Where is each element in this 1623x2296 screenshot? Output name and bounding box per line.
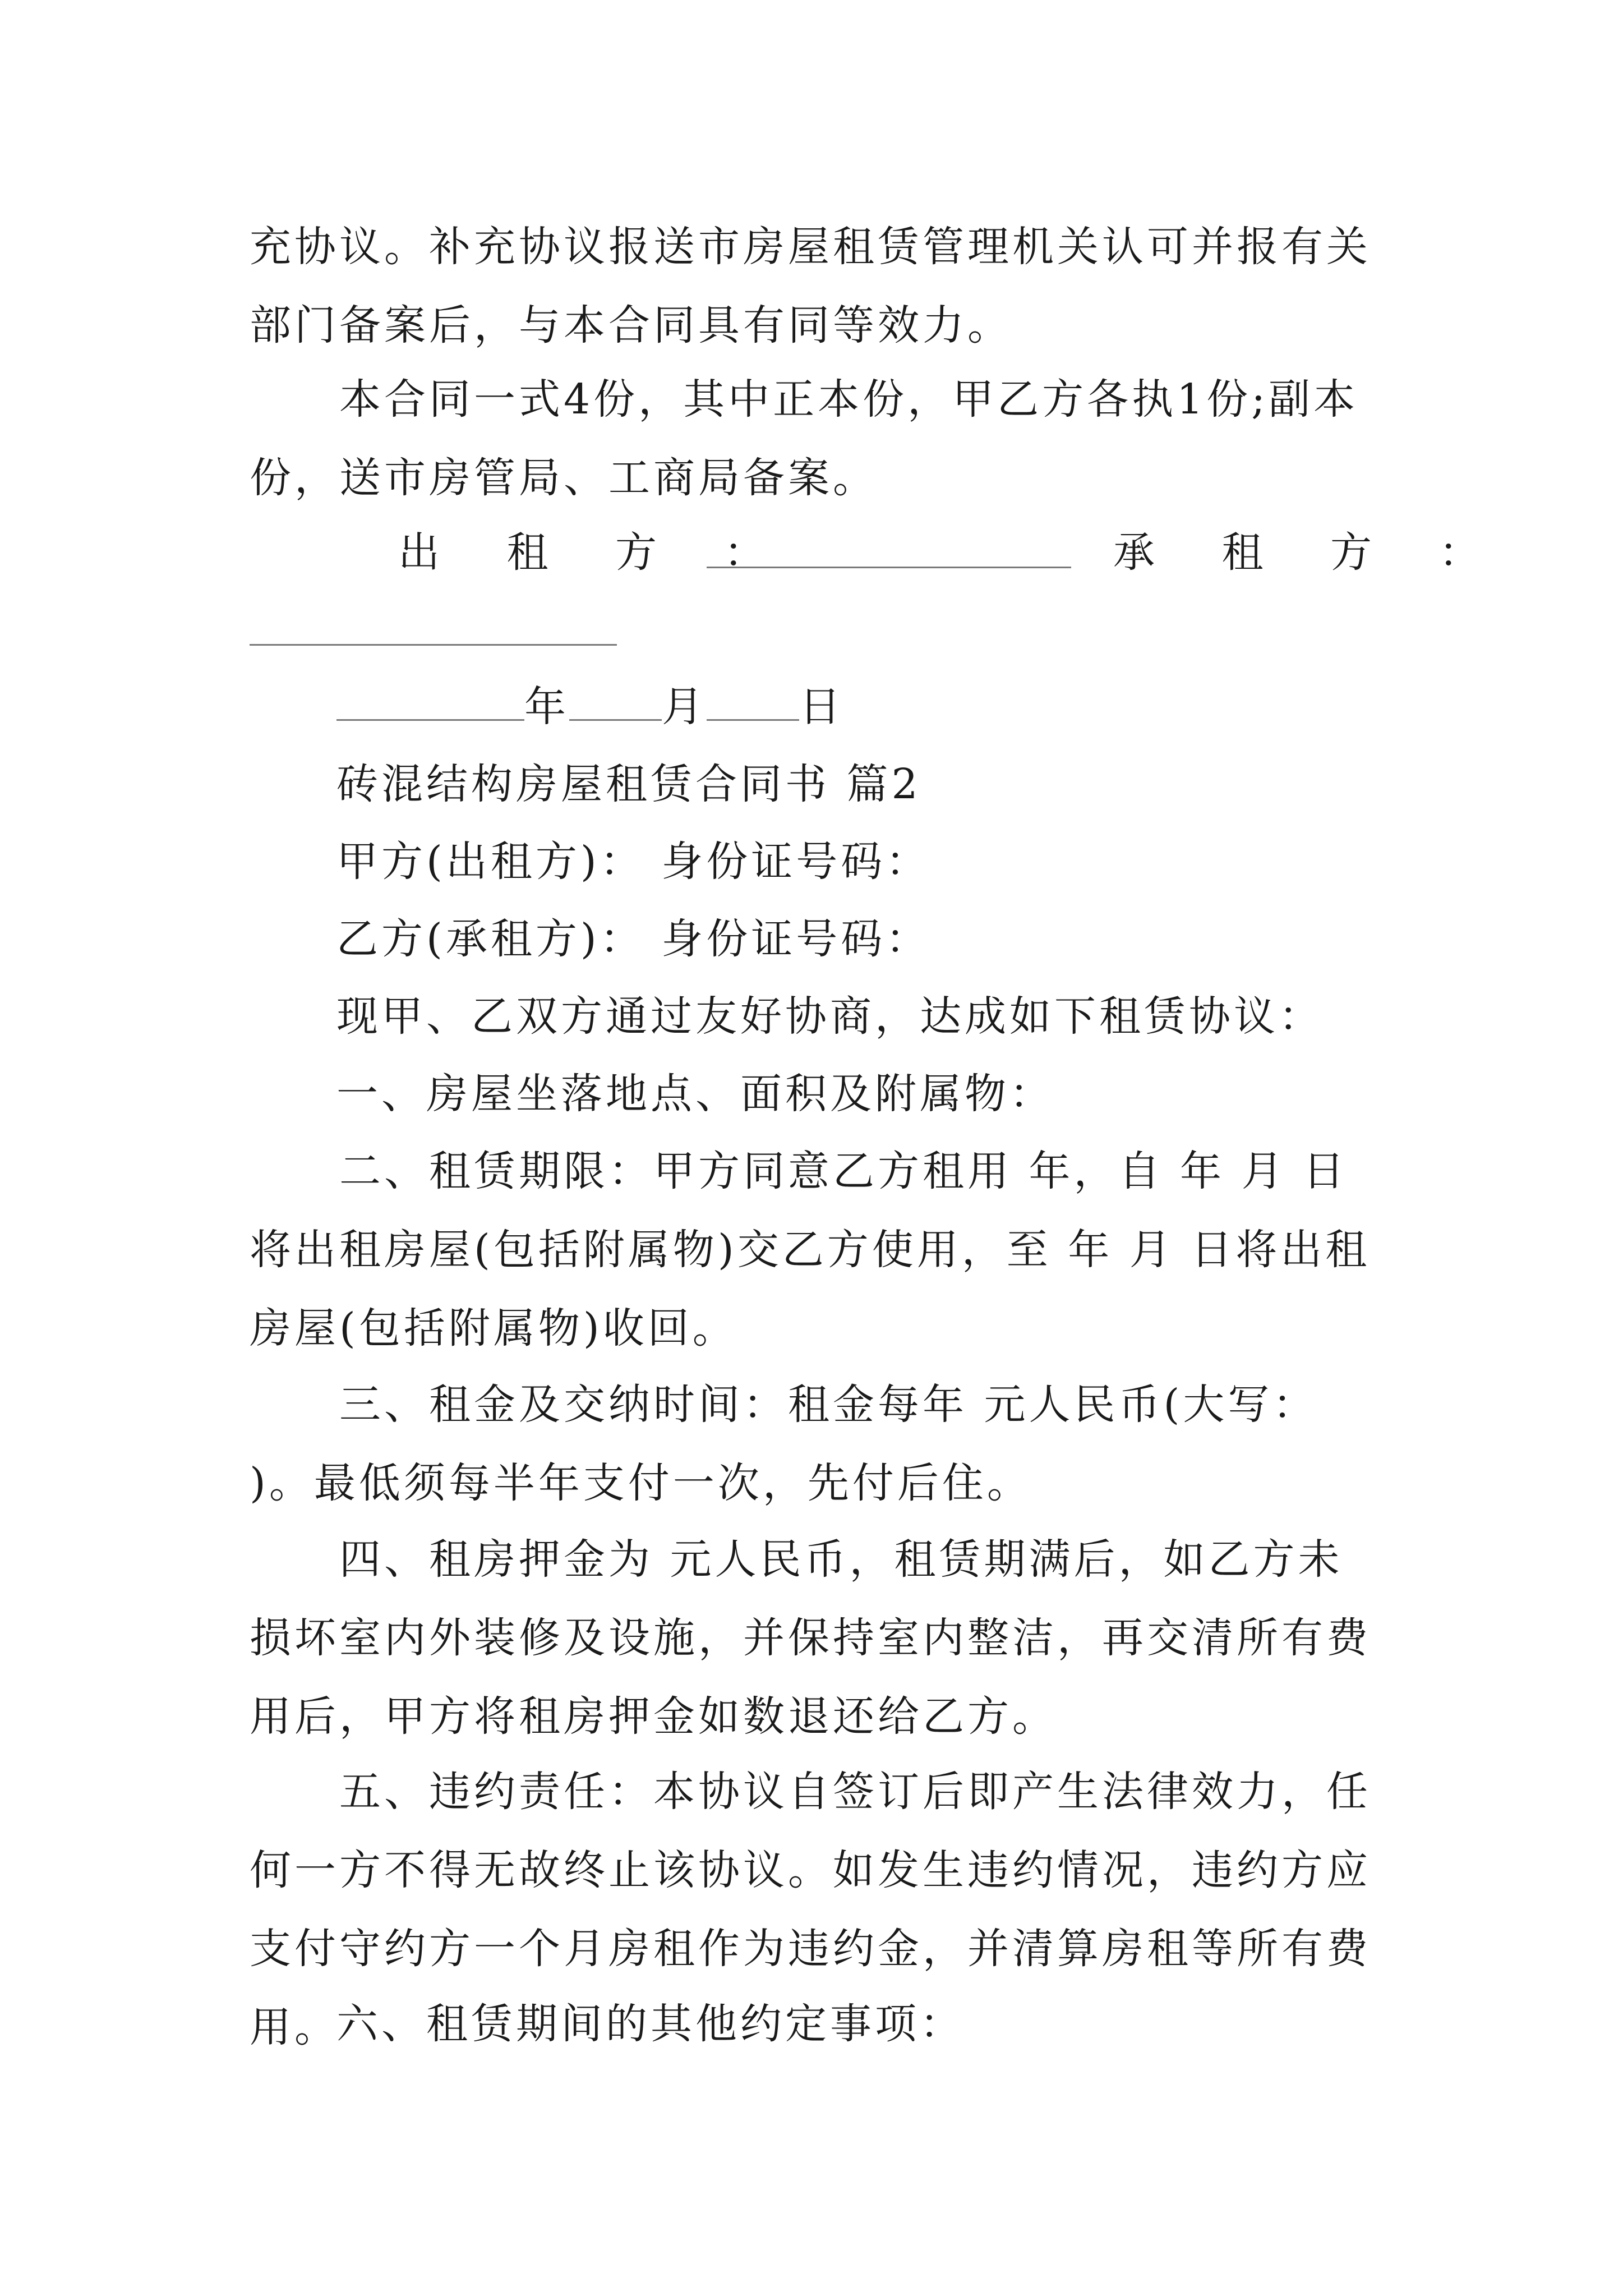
item-3: 三、租金及交纳时间：租金每年 元人民币(大写： )。最低须每半年支付一次，先付后住。 [250, 1381, 1318, 1507]
month-label: 月 [662, 683, 707, 731]
item-6: 六、租赁期间的其他约定事项： [336, 2000, 965, 2048]
item-1: 一、房屋坐落地点、面积及附属物： [336, 1070, 1054, 1118]
lessor-signature-blank [707, 567, 1071, 568]
lessor-label: 出 租 方 ： [398, 528, 792, 577]
section-heading: 砖混结构房屋租赁合同书 篇2 [336, 760, 921, 808]
day-blank [707, 680, 799, 721]
month-blank [569, 680, 662, 721]
year-blank [336, 680, 524, 721]
item-4: 四、租房押金为 元人民币，租赁期满后，如乙方未损坏室内外装修及设施，并保持室内整洁，再交清所有费用后，甲方将租房押金如数退还给乙方。 [250, 1535, 1371, 1741]
lessor-signature-row [398, 513, 792, 592]
date-row [336, 668, 844, 746]
paragraph-copies: 本合同一式4份，其中正本份，甲乙方各执1份;副本份，送市房管局、工商局备案。 [250, 375, 1359, 502]
lessee-signature-blank [250, 644, 617, 646]
party-b-line: 乙方(承租方)： 身份证号码： [336, 915, 931, 963]
paragraph-supplementary-agreement: 充协议。补充协议报送市房屋租赁管理机关认可并报有关部门备案后，与本合同具有同等效力。 [250, 223, 1371, 349]
lessee-label: 承 租 方 ： [1113, 528, 1507, 577]
intro-line: 现甲、乙双方通过友好协商，达成如下租赁协议： [336, 992, 1324, 1041]
day-label: 日 [799, 683, 844, 731]
item-2: 二、租赁期限：甲方同意乙方租用 年，自 年 月 日将出租房屋(包括附属物)交乙方使用，至 年 月 日将出租房屋(包括附属物)收回。 [250, 1147, 1371, 1352]
lessee-signature-row [1113, 513, 1507, 592]
party-a-line: 甲方(出租方)： 身份证号码： [336, 838, 931, 886]
item-5: 五、违约责任：本协议自签订后即产生法律效力，任何一方不得无故终止该协议。如发生违约情况，违约方应支付守约方一个月房租作为违约金，并清算房租等所有费用。 [250, 1768, 1371, 2051]
year-label: 年 [524, 683, 569, 731]
